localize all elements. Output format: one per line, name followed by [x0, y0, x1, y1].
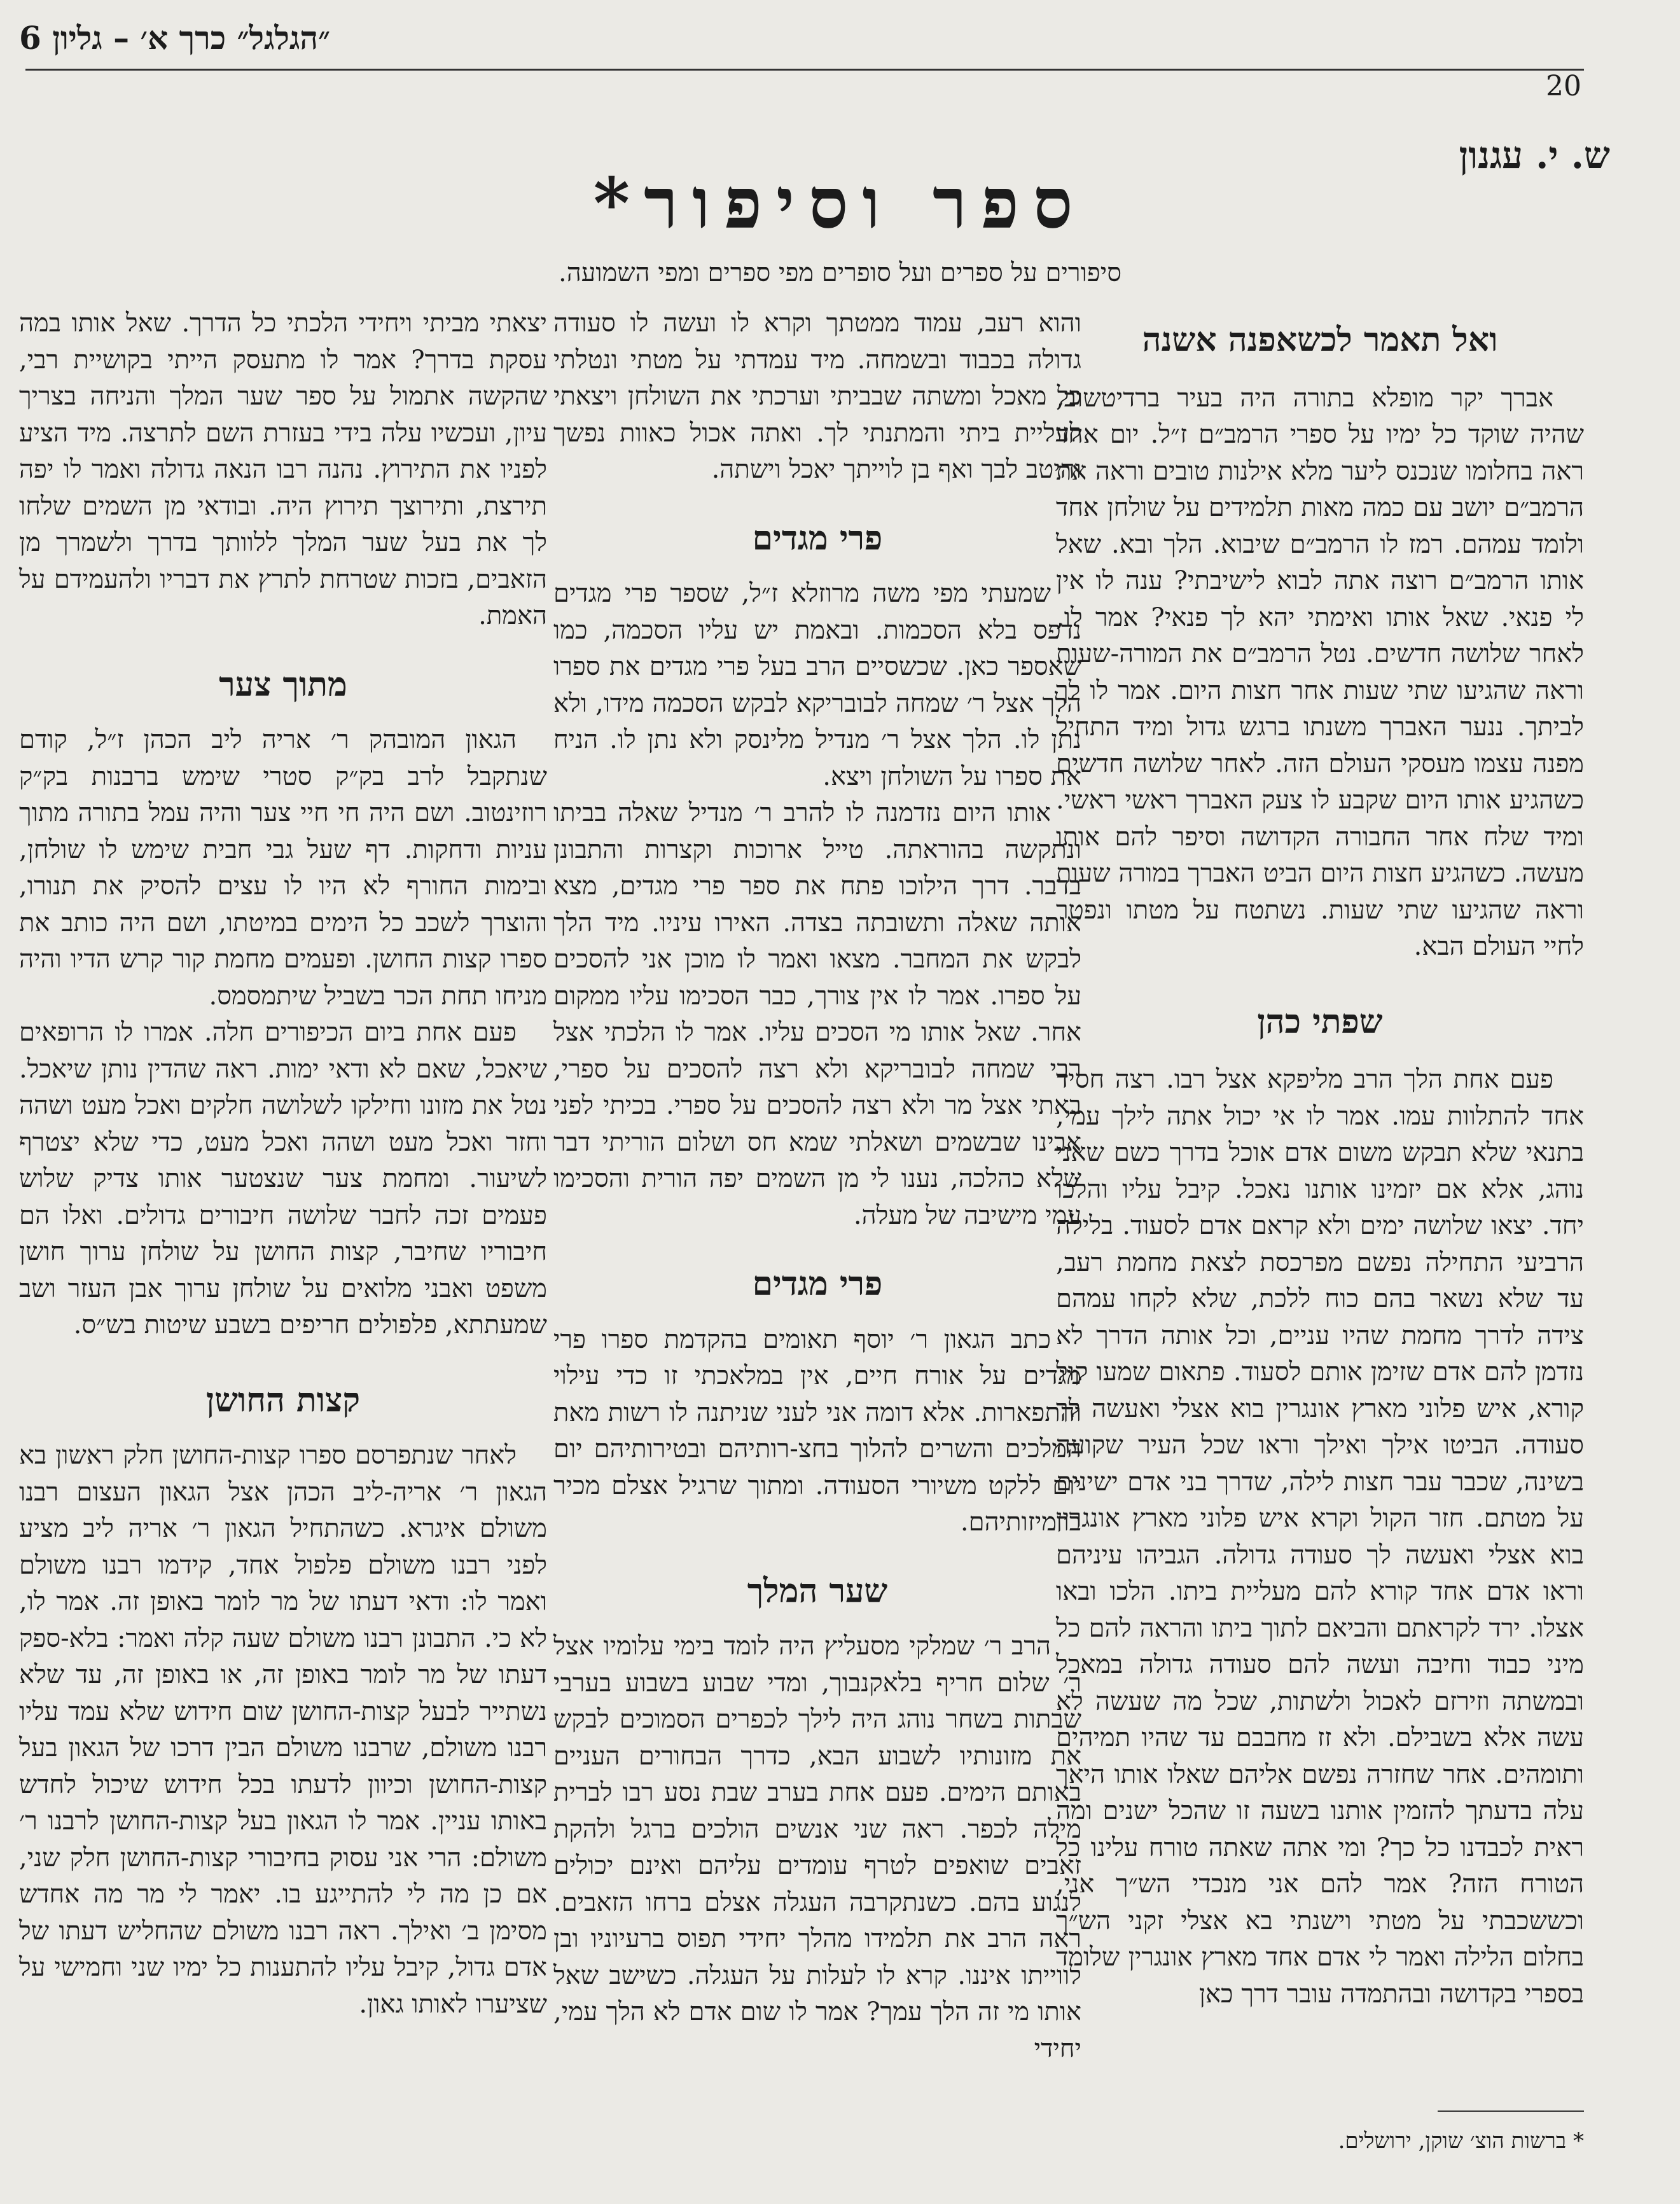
- paragraph: כתב הגאון ר׳ יוסף תאומים בהקדמת ספרו פרי מגדים על אורח חיים, אין במלאכתי זו כדי עילוי והתפארות. אלא דומה אני לעני שניתנה לו רשות מאת המלכים והשרים להלוך בחצ-רותיהם ובטירותיהם יום יום ללקט משיורי הסעודה. ומתוך שרגיל אצלם מכיר ברמיזותיהם.: [553, 1324, 1081, 1537]
- section-heading-shaar-hamelech: שער המלך: [747, 1571, 888, 1611]
- article-subtitle: סיפורים על ספרים ועל סופרים מפי ספרים ומפי השמועה.: [558, 258, 1122, 288]
- article-author: ש. י. עגנון: [1459, 134, 1610, 177]
- column-right: [1056, 305, 1584, 2013]
- footnote-rule: [1438, 2110, 1584, 2112]
- column-middle: [553, 305, 1081, 2067]
- paragraph: פעם אחת הלך הרב מליפקא אצל רבו. רצה חסיד אחד להתלוות עמו. אמר לו אי יכול אתה לילך עמי, בתנאי שלא תבקש משום אדם אוכל בדרך כשם שאני נוהג, אלא אם יזמינו אותנו נאכל. קיבל עליו והלכו יחד. יצאו שלושה ימים ולא קראם אדם לסעוד. בלילה הרביעי התחילה נפשם מפרכסת לצאת מחמת רעב, עד שלא נשאר בהם כוח ללכת, שלא לקחו עמהם צידה לדרך מחמת שהיו עניים, וכל אותה הדרך לא נזדמן להם אדם שזימן אותם לסעוד. פתאום שמעו קול קורא, איש פלוני מארץ אונגרין בוא אצלי ואעשה לך סעודה. הביטו אילך ואילך וראו שכל העיר שקועה בשינה, שכבר עבר חצות לילה, שדרך בני אדם ישינים על מטתם. חזר הקול וקרא איש פלוני מארץ אונגרין בוא אצלי ואעשה לך סעודה גדולה. הגביהו עיניהם וראו אדם אחד קורא להם מעליית ביתו. הלכו ובאו אצלו. ירד לקראתם והביאם לתוך ביתו והראה להם כל מיני כבוד וחיבה ועשה להם סעודה גדולה במאכל ובמשתה וזירזם לאכול ולשתות, שכל מה שעשה לא עשה אלא בשבילם. ולא זז מחבבם עד שהיו תמיהים ותומהים. אחר שחזרה נפשם אליהם שאלו אותו היאך עלה בדעתך להזמין אותנו בשעה זו שהכל ישנים ומה ראית לכבדנו כל כך? ומי אתה שאתה טורח עלינו כל הטורח הזה? אמר להם אני מנכדי הש״ך אני, וכששכבתי על מטתי וישנתי בא אצלי זקני הש״ך בחלום הלילה ואמר לי אדם אחד מארץ אונגרין שלומד בספרי בקדושה ובהתמדה עובר דרך כאן: [1056, 1065, 1585, 2009]
- header-rule: [25, 69, 1584, 71]
- section-heading-pri-megadim-2: פרי מגדים: [752, 1265, 883, 1303]
- paragraph: פעם אחת ביום הכיפורים חלה. אמרו לו הרופאים שיאכל, שאם לא ודאי ימות. ראה שהדין נותן שיאכל. נטל את מזונו וחילקו לשלושה חלקים ואכל מעט ושהה וחזר ואכל מעט ושהה ואכל מעט, כדי שלא יצטרף לשיעור. ומחמת צער שנצטער אותו צדיק שלוש פעמים זכה לחבר שלושה חיבורים גדולים. ואלו הם חיבוריו שחיבר, קצות החושן על שולחן ערוך חושן משפט ואבני מלואים על שולחן ערוך אבן העזר ושב שמעתתא, פלפולים חריפים בשבע שיטות בש״ס.: [19, 1018, 547, 1340]
- footnote: * ברשות הוצ׳ שוקן, ירושלים.: [1338, 2128, 1584, 2154]
- paragraph: יצאתי מביתי ויחידי הלכתי כל הדרך. שאל אותו במה עסקת בדרך? אמר לו מתעסק הייתי בקושיית רבי, שהקשה אתמול על ספר שער המלך והניחה בצריך עיון, ועכשיו עלה בידי בעזרת השם לתרצה. מיד הציע לפניו את התירוץ. נהנה רבו הנאה גדולה ואמר לו יפה תירצת, ותירוצך תירוץ היה. ובודאי מן השמים שלחו לך את בעל שער המלך ללוותך בדרך ולשמרך מן הזאבים, בזכות שטרחת לתרץ את דבריו ולהעמידם על האמת.: [19, 308, 547, 630]
- page-number: 20: [1546, 70, 1581, 102]
- paragraph: שמעתי מפי משה מרוזלא ז״ל, שספר פרי מגדים נדפס בלא הסכמות. ובאמת יש עליו הסכמה, כמו שאספר כאן. שכשסיים הרב בעל פרי מגדים את ספרו הלך אצל ר׳ שמחה לבובריקא לבקש הסכמה מידו, ולא נתן לו. הלך אצל ר׳ מנדיל מלינסק ולא נתן לו. הניח את ספרו על השולחן ויצא.: [553, 579, 1081, 791]
- section-heading-siftei-kohen: שפתי כהן: [1257, 1002, 1383, 1041]
- section-heading-pri-megadim: פרי מגדים: [752, 518, 883, 558]
- section-heading-mitoch-tzaar: מתוך צער: [219, 665, 347, 704]
- paragraph: לאחר שנתפרסם ספרו קצות-החושן חלק ראשון בא הגאון ר׳ אריה-ליב הכהן אצל הגאון העצום רבנו משולם איגרא. כשהתחיל הגאון ר׳ אריה ליב מציע לפני רבנו משולם פלפול אחד, קידמו רבנו משולם ואמר לו: ודאי דעתו של מר לומר באופן זה. אמר לו, לא כי. התבונן רבנו משולם שעה קלה ואמר: בלא-ספק דעתו של מר לומר באופן זה, או באופן זה, עד שלא נשתייר לבעל קצות-החושן שום חידוש שלא עמד עליו רבנו משולם, שרבנו משולם הבין דרכו של הגאון בעל קצות-החושן וכיוון לדעתו בכל חידוש שיכול לחדש באותו עניין. אמר לו הגאון בעל קצות-החושן לרבנו ר׳ משולם: הרי אני עסוק בחיבורי קצות-החושן חלק שני, אם כן מה לי להתייגע בו. יאמר לי מר מה אחדש מסימן ב׳ ואילך. ראה רבנו משולם שהחליש דעתו של אדם גדול, קיבל עליו להתענות כל ימיו שני וחמישי על שציערו לאותו גאון.: [19, 1441, 548, 2019]
- article-title: ספר וסיפור*: [593, 162, 1087, 244]
- paragraph: והוא רעב, עמוד ממטתך וקרא לו ועשה לו סעודה גדולה בכבוד ובשמחה. מיד עמדתי על מטתי ונטלתי כל מאכל ומשתה שבביתי וערכתי את השולחן ויצאתי לעליית ביתי והמתנתי לך. ואתה אכול כאוות נפשך והיטב לבך ואף בן לוייתך יאכל וישתה.: [553, 308, 1081, 484]
- section-heading-ktzot-hachoshen: קצות החושן: [205, 1380, 361, 1420]
- paragraph: אברך יקר מופלא בתורה היה בעיר ברדיטשוב, שהיה שוקד כל ימיו על ספרי הרמב״ם ז״ל. יום אחד ראה בחלומו שנכנס ליער מלא אילנות טובים וראה את הרמב״ם יושב עם כמה מאות תלמידים על שולחן אחד ולומד עמהם. רמז לו הרמב״ם שיבוא. הלך ובא. שאל אותו הרמב״ם רוצה אתה לבוא לישיבתי? ענה לו אין לי פנאי. שאל אותו ואימתי יהא לך פנאי? אמר לו, לאחר שלושה חדשים. נטל הרמב״ם את המורה-שעות וראה שהגיעו שתי שעות אחר חצות היום. אמר לו לך לביתך. ננער האברך משנתו ברגש גדול ומיד התחיל מפנה עצמו מעסקי העולם הזה. לאחר שלושה חדשים כשהגיע אותו היום שקבע לו צעק האברך ראשי ראשי. ומיד שלח אחר החבורה הקדושה וסיפר להם אותו מעשה. כשהגיע חצות היום הביט האברך במורה שעות וראה שהגיעו שתי שעות. נשתטח על מטתו ונפטר לחיי העולם הבא.: [1056, 383, 1584, 961]
- paragraph: הגאון המובהק ר׳ אריה ליב הכהן ז״ל, קודם שנתקבל לרב בק״ק סטרי שימש ברבנות בק״ק רוזינטוב. ושם היה חי חיי צער והיה עמל בתורה מתוך עניות ודחקות. דף שעל גבי חבית שימש לו שולחן, ובימות החורף לא היו לו עצים להסיק את תנורו, והוצרך לשכב כל הימים במיטתו, ושם היה כותב את ספרו קצות החושן. ופעמים מחמת קור קרש הדיו והיה מניחו תחת הכר בשביל שיתמסמס.: [19, 725, 547, 1011]
- journal-header: ״הגלגל״ כרך א׳ – גליון 6: [19, 19, 331, 57]
- section-heading-al-tomar: ואל תאמר לכשאפנה אשנה: [1142, 321, 1498, 359]
- paragraph: אותו היום נזדמנה לו להרב ר׳ מנדיל שאלה בביתו ונתקשה בהוראתה. טייל ארוכות וקצרות והתבונן בדבר. דרך הילוכו פתח את ספר פרי מגדים, מצא אותה שאלה ותשובתה בצדה. האירו עיניו. מיד הלך לבקש את המחבר. מצאו ואמר לו מוכן אני להסכים על ספרו. אמר לו אין צורך, כבר הסכימו עליו ממקום אחר. שאל אותו מי הסכים עליו. אמר לו הלכתי אצל רבי שמחה לבובריקא ולא רצה להסכים על ספרי, באתי אצל מר ולא רצה להסכים על ספרי. בכיתי לפני אבינו שבשמים ושאלתי שמא חס ושלום הוריתי דבר שלא כהלכה, נענו לי מן השמים יפה הורית והסכימו עמי מישיבה של מעלה.: [553, 798, 1081, 1230]
- column-left: [19, 305, 547, 2023]
- paragraph: הרב ר׳ שמלקי מסעליץ היה לומד בימי עלומיו אצל ר׳ שלום חריף בלאקנבוך, ומדי שבוע בשבוע בערבי שבתות בשחר נוהג היה לילך לכפרים הסמוכים לבקש את מזונותיו לשבוע הבא, כדרך הבחורים העניים באותם הימים. פעם אחת בערב שבת נסע רבו לברית מילה לכפר. ראה שני אנשים הולכים ברגל ולהקת זאבים שואפים לטרף עומדים עליהם ואינם יכולים לנגוע בהם. כשנתקרבה העגלה אצלם ברחו הזאבים. ראה הרב את תלמידו מהלך יחידי תפוס ברעיוניו ובן לווייתו איננו. קרא לו לעלות על העגלה. כשישב שאל אותו מי זה הלך עמך? אמר לו שום אדם לא הלך עמי, יחידי: [553, 1632, 1081, 2063]
